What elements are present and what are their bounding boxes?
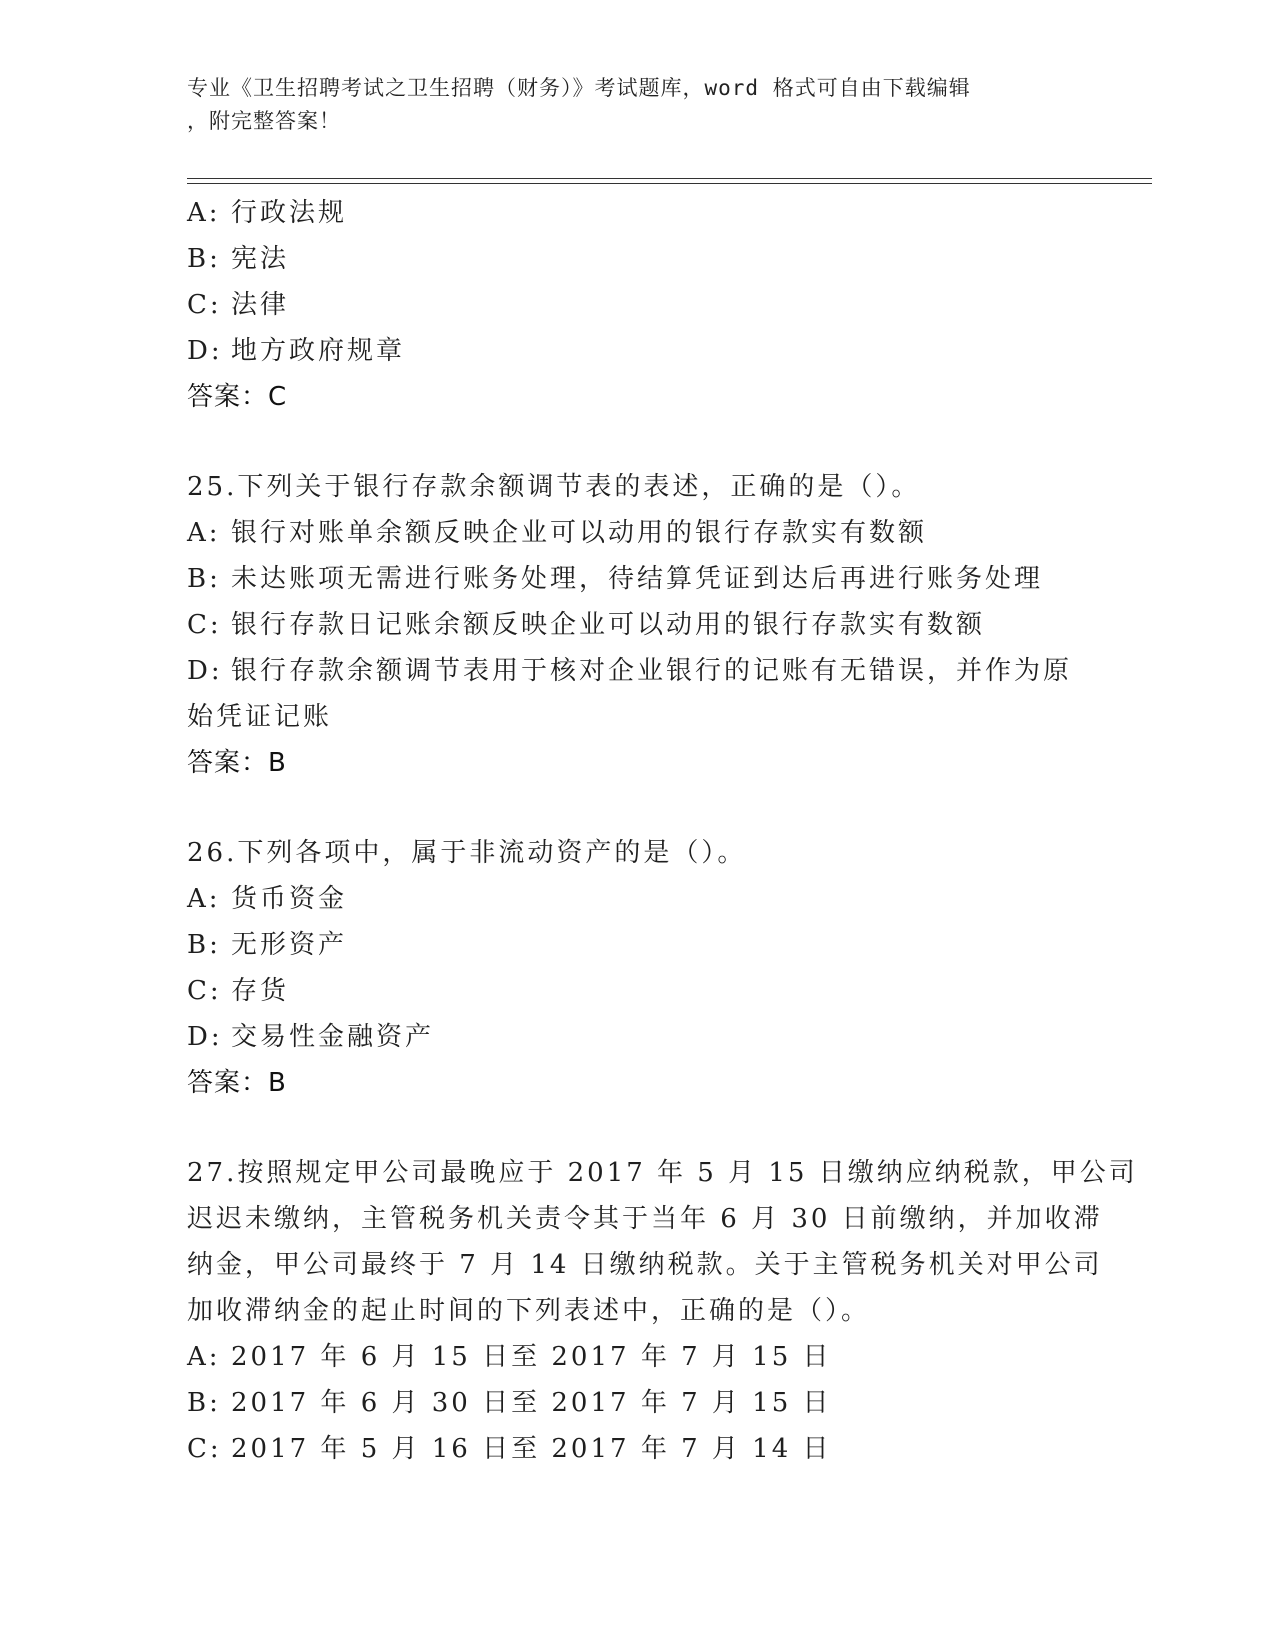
option-text: 未达账项无需进行账务处理，待结算凭证到达后再进行账务处理 <box>231 564 1044 594</box>
option-text: 交易性金融资产 <box>231 1022 435 1052</box>
answer-line: 答案：B <box>187 1068 287 1098</box>
option-b <box>187 556 1087 602</box>
option-letter: C: <box>187 290 222 320</box>
question-27 <box>187 1150 1138 1472</box>
option-text: 银行对账单余额反映企业可以动用的银行存款实有数额 <box>231 518 928 548</box>
option-letter: B: <box>187 564 221 594</box>
option-a <box>187 1334 1087 1380</box>
option-letter: C: <box>187 610 222 640</box>
question-list <box>187 190 1138 1472</box>
option-text: 存货 <box>231 976 290 1006</box>
header-line-1: 专业《卫生招聘考试之卫生招聘（财务）》考试题库，word 格式可自由下载编辑 <box>187 76 971 100</box>
question-stem-line: 纳金，甲公司最终于 7 月 14 日缴纳税款。关于主管税务机关对甲公司 <box>187 1250 1103 1280</box>
option-letter: D: <box>187 1022 223 1052</box>
option-text: 货币资金 <box>231 884 348 914</box>
option-letter: A: <box>187 198 221 228</box>
option-letter: B: <box>187 930 221 960</box>
option-d <box>187 648 1087 694</box>
question-stem-line: 27.按照规定甲公司最晚应于 2017 年 5 月 15 日缴纳应纳税款，甲公司 <box>187 1158 1138 1188</box>
option-letter: B: <box>187 244 221 274</box>
option-text: 2017 年 5 月 16 日至 2017 年 7 月 14 日 <box>231 1434 832 1464</box>
option-text: 地方政府规章 <box>231 336 406 366</box>
question-stem-line: 迟迟未缴纳，主管税务机关责令其于当年 6 月 30 日前缴纳，并加收滞 <box>187 1204 1103 1234</box>
option-d <box>187 1014 1087 1060</box>
option-text: 2017 年 6 月 30 日至 2017 年 7 月 15 日 <box>231 1388 832 1418</box>
question-stem-line: 加收滞纳金的起止时间的下列表述中，正确的是（）。 <box>187 1296 871 1326</box>
option-b <box>187 922 1087 968</box>
option-letter: D: <box>187 336 223 366</box>
option-letter: A: <box>187 518 221 548</box>
header-line-2: ，附完整答案！ <box>187 109 341 133</box>
option-b <box>187 1380 1087 1426</box>
option-d <box>187 328 1087 374</box>
option-letter: C: <box>187 976 222 1006</box>
option-letter: C: <box>187 1434 222 1464</box>
option-letter: B: <box>187 1388 221 1418</box>
question-stem: 26.下列各项中，属于非流动资产的是（）。 <box>187 838 747 868</box>
option-a <box>187 510 1087 556</box>
option-text: 银行存款日记账余额反映企业可以动用的银行存款实有数额 <box>231 610 986 640</box>
question-stem: 25.下列关于银行存款余额调节表的表述，正确的是（）。 <box>187 472 921 502</box>
option-text: 行政法规 <box>231 198 348 228</box>
question-25 <box>187 464 1087 786</box>
answer-line: 答案：B <box>187 748 287 778</box>
option-c <box>187 968 1087 1014</box>
question-spacer <box>187 420 1087 464</box>
option-c <box>187 282 1087 328</box>
option-a <box>187 876 1087 922</box>
question-24 <box>187 190 1087 420</box>
option-c <box>187 602 1087 648</box>
option-text: 2017 年 6 月 15 日至 2017 年 7 月 15 日 <box>231 1342 832 1372</box>
option-text: 宪法 <box>231 244 290 274</box>
option-a <box>187 190 1087 236</box>
option-text: 无形资产 <box>231 930 348 960</box>
answer-line: 答案：C <box>187 382 288 412</box>
header-divider-bottom <box>187 183 1152 184</box>
option-d-continuation: 始凭证记账 <box>187 702 333 732</box>
option-letter: A: <box>187 884 221 914</box>
question-spacer <box>187 786 1087 830</box>
header-divider-top <box>187 178 1152 179</box>
option-b <box>187 236 1087 282</box>
question-spacer <box>187 1106 1087 1150</box>
option-text: 银行存款余额调节表用于核对企业银行的记账有无错误，并作为原 <box>231 656 1073 686</box>
option-text: 法律 <box>231 290 290 320</box>
option-letter: D: <box>187 656 223 686</box>
document-header <box>187 72 1067 138</box>
option-letter: A: <box>187 1342 221 1372</box>
option-c <box>187 1426 1087 1472</box>
question-26 <box>187 830 1087 1106</box>
